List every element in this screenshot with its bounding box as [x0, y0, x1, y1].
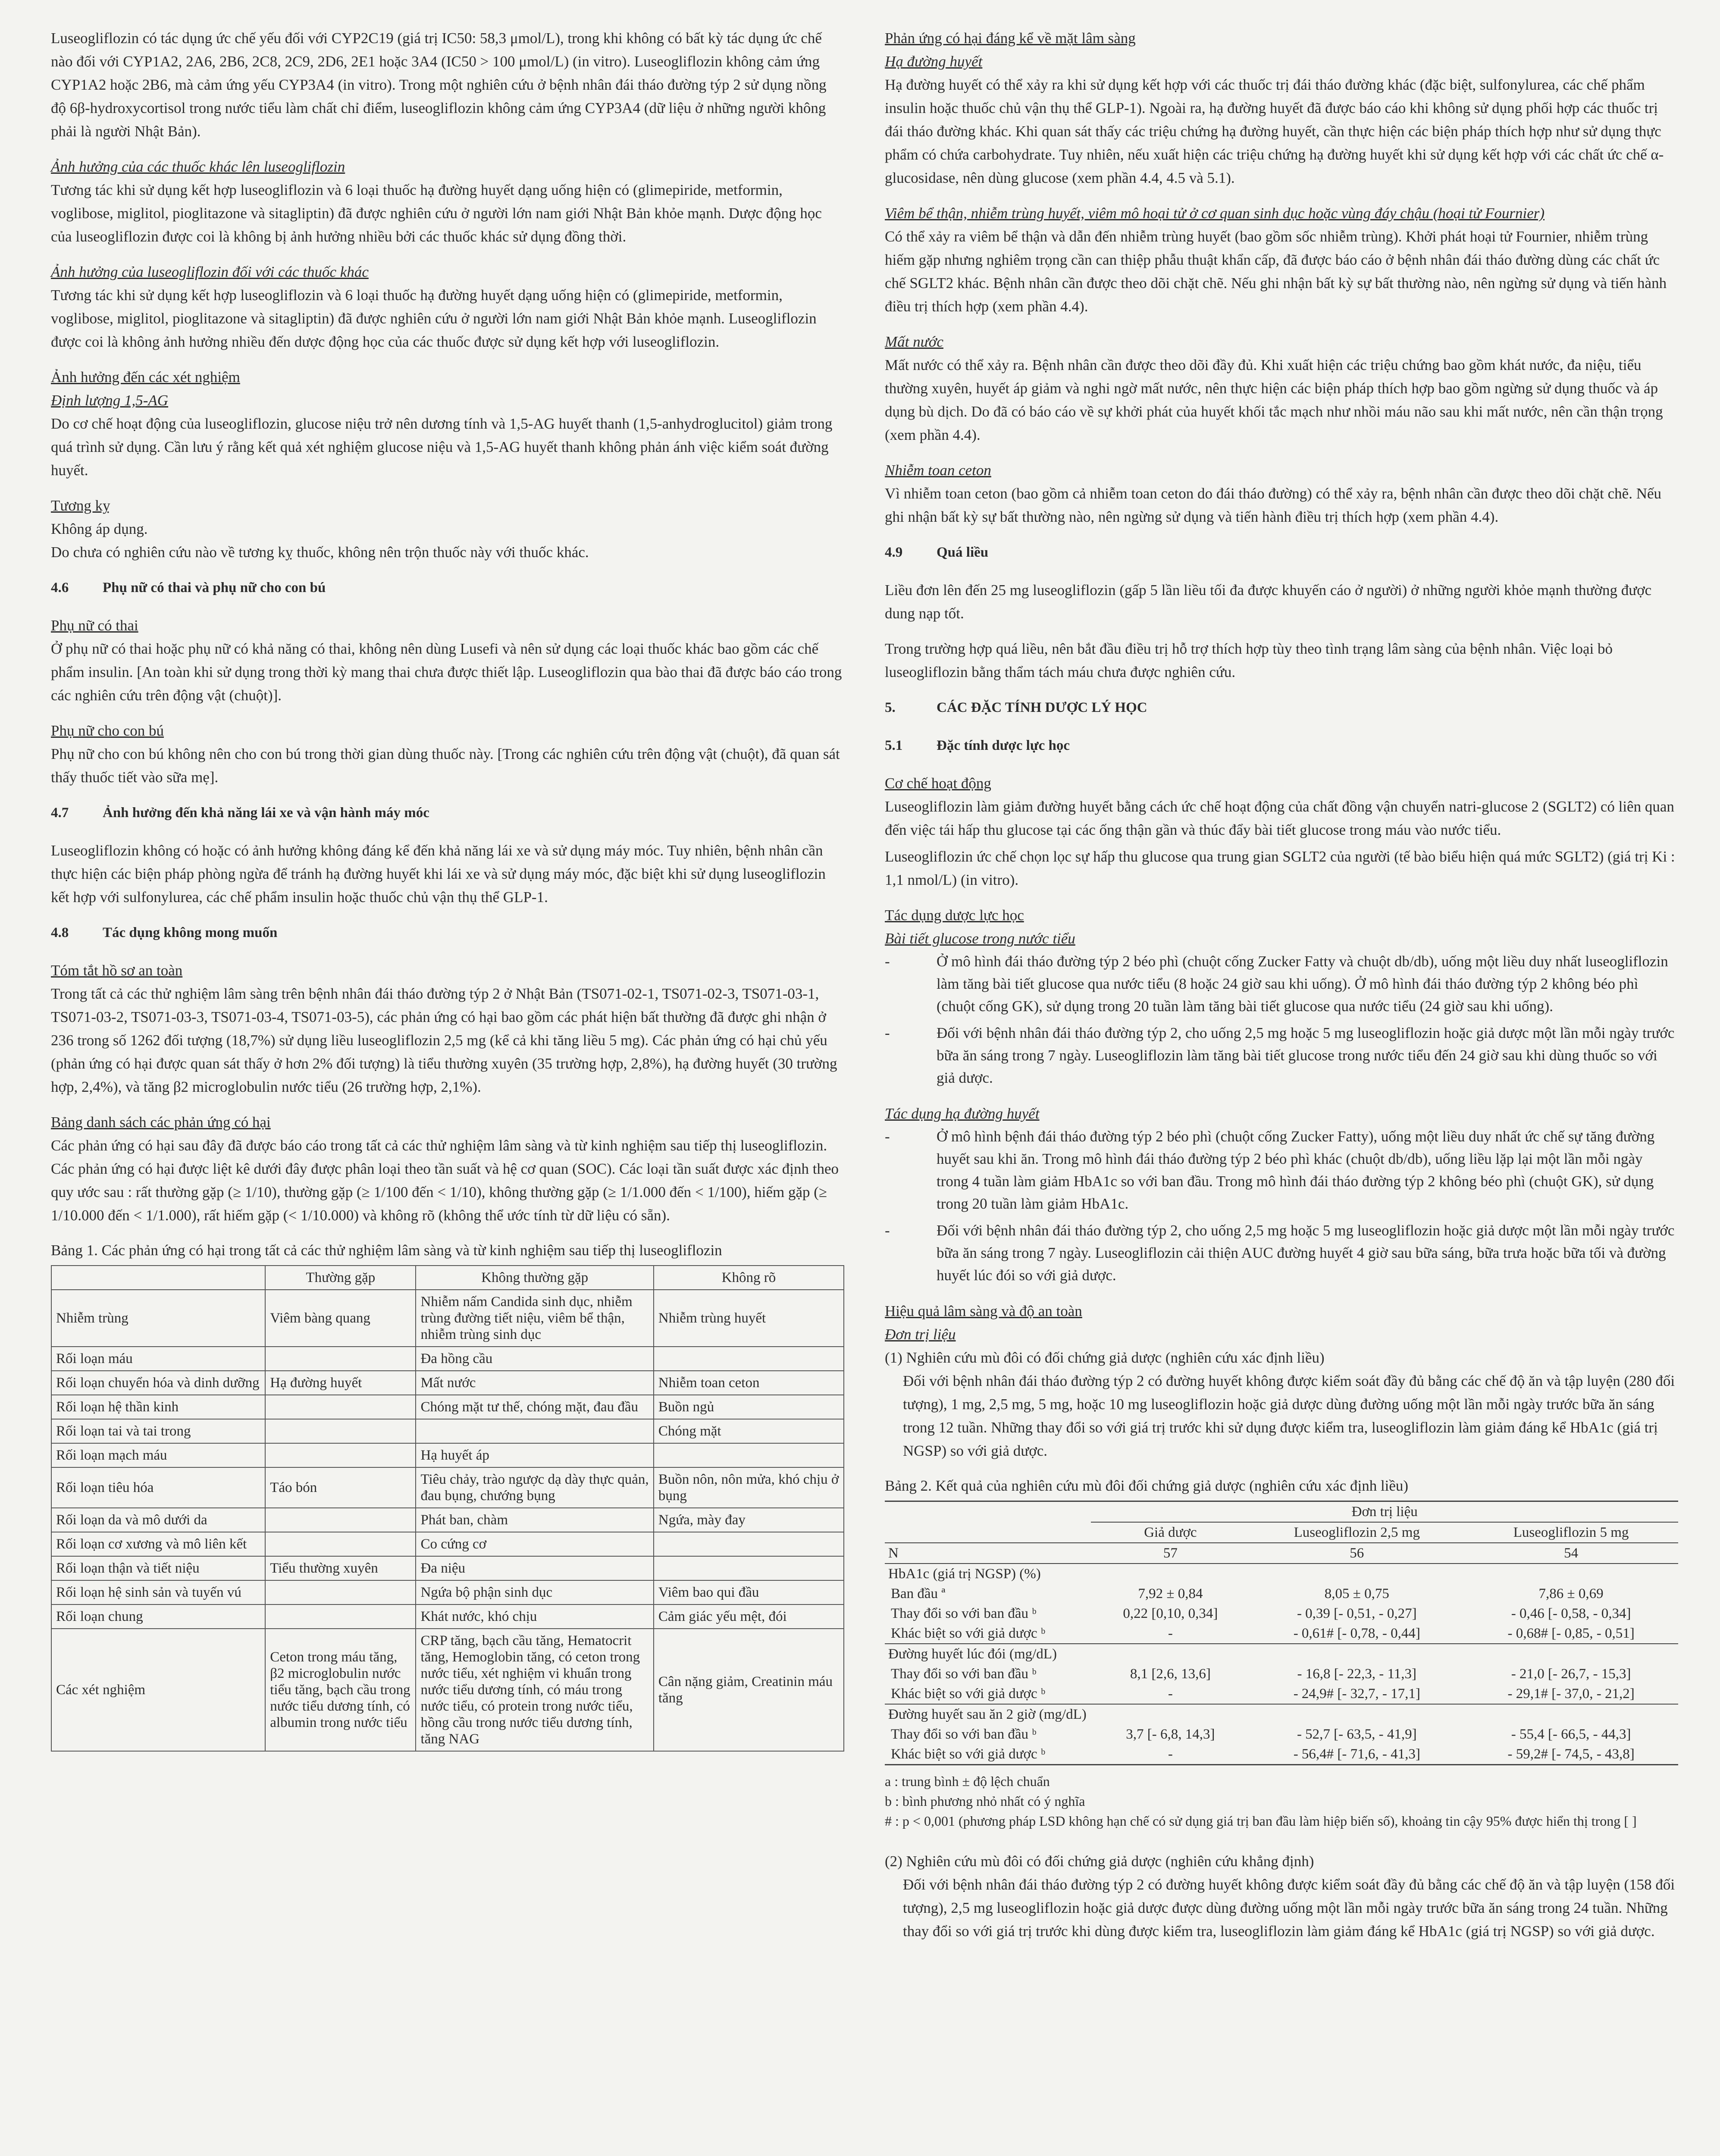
table-row — [885, 1501, 1678, 1523]
table-cell: Hạ đường huyết — [265, 1371, 416, 1395]
cyp-paragraph: Luseogliflozin có tác dụng ức chế yếu đối với CYP2C19 (giá trị IC50: 58,3 μmol/L), trong khi không có bất kỳ tác dụng ức chế nào đối với CYP1A2, 2A6, 2B6, 2C8, 2C9, 2D6, 2E1 hoặc 3A4 (IC50 > 100 μmol/L) (in vitro). Luseogliflozin không cảm ứng CYP1A2 hoặc 2B6, mà cảm ứng yếu CYP3A4 (in vitro). Trong một nghiên cứu ở bệnh nhân đái tháo đường týp 2 sử dụng nồng độ 6β-hydroxycortisol trong nước tiểu làm chất chỉ điểm, luseogliflozin không cảm ứng CYP3A4 (dữ liệu ở những người không phải là người Nhật Bản). — [51, 30, 827, 140]
table-row — [51, 1443, 844, 1467]
table-header-cell — [51, 1266, 265, 1290]
table-cell: Chóng mặt — [654, 1419, 844, 1443]
paragraph-overdose-2: Trong trường hợp quá liều, nên bắt đầu điều trị hỗ trợ thích hợp tùy theo tình trạng lâm sàng của bệnh nhân. Việc loại bỏ luseogliflozin bằng thẩm tách máu chưa được nghiên cứu. — [885, 640, 1613, 680]
table-row — [885, 1564, 1678, 1584]
table-row — [51, 1580, 844, 1604]
table-cell — [265, 1395, 416, 1419]
table-cell: Rối loạn chuyển hóa và dinh dưỡng — [51, 1371, 265, 1395]
subheading-mechanism: Cơ chế hoạt động — [885, 775, 991, 792]
n-value: 56 — [1250, 1543, 1464, 1564]
table-row — [51, 1419, 844, 1443]
section-5-1-heading — [885, 734, 1678, 757]
section-number: 5. — [885, 700, 896, 715]
table-cell: Ceton trong máu tăng, β2 microglobulin nước tiểu tăng, bạch cầu trong nước tiểu dương tính, có albumin trong nước tiểu — [265, 1629, 416, 1751]
bullet-hypo-1 — [885, 1125, 1678, 1215]
paragraph-lactating: Phụ nữ cho con bú không nên cho con bú trong thời gian dùng thuốc này. [Trong các nghiên cứu trên động vật (chuột), đã quan sát thấy thuốc tiết vào sữa mẹ]. — [51, 746, 840, 786]
paragraph-luseo-on-other-drugs: Tương tác khi sử dụng kết hợp luseogliflozin và 6 loại thuốc hạ đường huyết dạng uống hiện có (glimepiride, metformin, voglibose, miglitol, pioglitazone và sitagliptin) đã được nghiên cứu ở người lớn nam giới Nhật Bản khỏe mạnh. Luseogliflozin được coi là không ảnh hưởng nhiều đến dược động học của các thuốc được sử dụng kết hợp với luseogliflozin. — [51, 287, 817, 350]
value-cell: 8,05 ± 0,75 — [1324, 1586, 1389, 1601]
table-row — [885, 1644, 1678, 1664]
value-cell: - 59,2# [- 74,5, - 43,8] — [1464, 1744, 1678, 1765]
section-title-cell: Đường huyết sau ăn 2 giờ (mg/dL) — [885, 1704, 1678, 1724]
bullet-dash: - — [885, 953, 890, 970]
value-cell: - 0,39 [- 0,51, - 0,27] — [1297, 1606, 1417, 1621]
table-row — [885, 1543, 1678, 1564]
table-cell — [265, 1508, 416, 1532]
group-header-cell: Đơn trị liệu — [1091, 1501, 1678, 1523]
section-5-heading — [885, 696, 1678, 719]
table-cell — [654, 1443, 844, 1467]
table-cell: Nhiễm trùng — [51, 1290, 265, 1347]
table-header-row — [51, 1266, 844, 1290]
value-cell: 0,22 [0,10, 0,34] — [1123, 1606, 1218, 1621]
table-cell: Tiểu thường xuyên — [265, 1556, 416, 1580]
bullet-text: Ở mô hình đái tháo đường týp 2 béo phì (chuột cống Zucker Fatty và chuột db/db), uống một liều duy nhất luseogliflozin làm tăng bài tiết glucose qua nước tiểu (8 hoặc 24 giờ sau khi uống). Ở mô hình đái tháo đường týp 2 không béo phì (chuột cống GK), sử dụng trong 20 tuần làm tăng bài tiết glucose qua nước tiểu (24 giờ sau khi uống). — [937, 953, 1668, 1015]
value-cell: 8,1 [2,6, 13,6] — [1130, 1666, 1211, 1682]
section-title-cell: HbA1c (giá trị NGSP) (%) — [888, 1566, 1041, 1582]
table-cell — [265, 1532, 416, 1556]
subheading-efficacy-safety: Hiệu quả lâm sàng và độ an toàn — [885, 1303, 1082, 1319]
table-row — [51, 1290, 844, 1347]
value-cell: - 56,4# [- 71,6, - 41,3] — [1250, 1744, 1464, 1765]
subheading-monotherapy: Đơn trị liệu — [885, 1326, 956, 1343]
section-title: Đặc tính dược lực học — [937, 738, 1070, 753]
subheading-ketoacidosis: Nhiễm toan ceton — [885, 462, 991, 479]
table-row — [51, 1371, 844, 1395]
subheading-lab-tests: Ảnh hưởng đến các xét nghiệm — [51, 369, 240, 385]
table-row — [51, 1347, 844, 1371]
table-cell: Rối loạn tai và tai trong — [51, 1419, 265, 1443]
section-title: Tác dụng không mong muốn — [103, 925, 278, 940]
value-cell: 3,7 [- 6,8, 14,3] — [1126, 1727, 1215, 1742]
bullet-hypo-2 — [885, 1219, 1678, 1287]
subheading-hypoglycemia: Hạ đường huyết — [885, 53, 983, 70]
section-title: Ảnh hưởng đến khả năng lái xe và vận hành máy móc — [103, 805, 429, 821]
subheading-incompatibility: Tương kỵ — [51, 497, 110, 514]
table-row — [51, 1604, 844, 1629]
paragraph-other-drugs-on-luseo: Tương tác khi sử dụng kết hợp luseogliflozin và 6 loại thuốc hạ đường huyết dạng uống hiện có (glimepiride, metformin, voglibose, miglitol, pioglitazone và sitagliptin) đã được nghiên cứu ở người lớn nam giới Nhật Bản khỏe mạnh. Dược động học của luseogliflozin được coi là không bị ảnh hưởng nhiều bởi các thuốc khác sử dụng đồng thời. — [51, 182, 822, 245]
table-cell: Rối loạn hệ sinh sản và tuyến vú — [51, 1580, 265, 1604]
value-cell: - — [1091, 1744, 1250, 1765]
section-title: CÁC ĐẶC TÍNH DƯỢC LÝ HỌC — [937, 700, 1147, 715]
subheading-notable-adr: Phản ứng có hại đáng kể về mặt lâm sàng — [885, 30, 1136, 47]
table-header-cell: Không thường gặp — [416, 1266, 653, 1290]
table-cell: Viêm bàng quang — [265, 1290, 416, 1347]
paragraph-quantification: Do cơ chế hoạt động của luseogliflozin, glucose niệu trở nên dương tính và 1,5-AG huyết thanh (1,5-anhydroglucitol) giảm trong quá trình sử dụng. Cần lưu ý rằng kết quả xét nghiệm glucose niệu và 1,5-AG huyết thanh không phản ánh việc kiểm soát đường huyết. — [51, 415, 833, 479]
value-cell: 7,92 ± 0,84 — [1138, 1586, 1203, 1601]
section-title: Phụ nữ có thai và phụ nữ cho con bú — [103, 580, 326, 595]
value-cell: - 52,7 [- 63,5, - 41,9] — [1297, 1727, 1417, 1742]
table-cell: Khát nước, khó chịu — [416, 1604, 653, 1629]
table-cell — [416, 1419, 653, 1443]
table-row — [885, 1584, 1678, 1604]
paragraph-overdose-1: Liều đơn lên đến 25 mg luseogliflozin (gấp 5 lần liều tối đa được khuyến cáo ở người) ở những người khỏe mạnh thường được dung nạp tốt. — [885, 582, 1652, 622]
subheading-dehydration: Mất nước — [885, 333, 943, 350]
subheading-pregnant: Phụ nữ có thai — [51, 617, 138, 634]
subheading-adr-list: Bảng danh sách các phản ứng có hại — [51, 1114, 271, 1131]
table-row — [51, 1508, 844, 1532]
table-cell: Rối loạn chung — [51, 1604, 265, 1629]
value-cell: - 29,1# [- 37,0, - 21,2] — [1464, 1684, 1678, 1704]
table-note: b : bình phương nhỏ nhất có ý nghĩa — [885, 1793, 1085, 1809]
subheading-luseo-on-other-drugs: Ảnh hưởng của luseogliflozin đối với các thuốc khác — [51, 263, 369, 280]
table-cell: Mất nước — [416, 1371, 653, 1395]
paragraph-adr-list: Các phản ứng có hại sau đây đã được báo cáo trong tất cả các thử nghiệm lâm sàng và từ kinh nghiệm sau tiếp thị luseogliflozin. Các phản ứng có hại được liệt kê dưới đây được phân loại theo tần suất và hệ cơ quan (SOC). Các loại tần suất được xác định theo quy ước sau : rất thường gặp (≥ 1/10), thường gặp (≥ 1/100 đến < 1/10), không thường gặp (≥ 1/1.000 đến < 1/100), hiếm gặp (≥ 1/10.000 đến < 1/1.000), rất hiếm gặp (< 1/10.000) và không rõ (không thể ước tính từ dữ liệu có sẵn). — [51, 1137, 839, 1224]
table-cell: Co cứng cơ — [416, 1532, 653, 1556]
bullet-dash: - — [885, 1222, 890, 1239]
n-label: N — [885, 1543, 1091, 1564]
paragraph-dehydration: Mất nước có thể xảy ra. Bệnh nhân cần được theo dõi đầy đủ. Khi xuất hiện các triệu chứng bao gồm khát nước, đa niệu, tiểu thường xuyên, huyết áp giảm và nghi ngờ mất nước, nên thực hiện các biện pháp thích hợp bao gồm ngừng sử dụng thuốc và áp dụng bù dịch. Do đã có báo cáo về sự khởi phát của huyết khối tắc mạch như nhồi máu não sau khi mất nước, nên cần thận trọng (xem phần 4.4). — [885, 357, 1663, 443]
value-cell: - 24,9# [- 32,7, - 17,1] — [1250, 1684, 1464, 1704]
study-2-title: (2) Nghiên cứu mù đôi có đối chứng giả dược (nghiên cứu khẳng định) — [885, 1853, 1314, 1870]
bullet-excretion-1 — [885, 950, 1678, 1018]
left-column — [51, 27, 844, 1760]
subheading-lactating: Phụ nữ cho con bú — [51, 722, 164, 739]
table-row — [885, 1623, 1678, 1644]
subheading-other-drugs-on-luseo: Ảnh hưởng của các thuốc khác lên luseogliflozin — [51, 158, 345, 175]
column-header-cell: Luseogliflozin 2,5 mg — [1294, 1525, 1420, 1540]
value-cell: - — [1091, 1684, 1250, 1704]
table-row — [885, 1744, 1678, 1765]
bullet-text: Đối với bệnh nhân đái tháo đường týp 2, cho uống 2,5 mg hoặc 5 mg luseogliflozin hoặc giả dược một lần mỗi ngày trước bữa ăn sáng trong 7 ngày. Luseogliflozin cải thiện AUC đường huyết 4 giờ sau bữa sáng, bữa trưa hoặc bữa tối và đường huyết lúc đói so với giả dược. — [937, 1222, 1675, 1284]
bullet-dash: - — [885, 1025, 890, 1041]
table-cell — [654, 1556, 844, 1580]
table-cell: Ngứa, mày đay — [654, 1508, 844, 1532]
table-cell — [654, 1347, 844, 1371]
table-row — [51, 1532, 844, 1556]
table-note: # : p < 0,001 (phương pháp LSD không hạn chế có sử dụng giá trị ban đầu làm hiệp biến số), khoảng tin cậy 95% được hiển thị trong [ ] — [885, 1813, 1637, 1829]
value-cell: 7,86 ± 0,69 — [1538, 1586, 1604, 1601]
table-row — [51, 1629, 844, 1751]
section-4-8-heading — [51, 921, 844, 944]
row-label: Khác biệt so với giả dược ᵇ — [885, 1684, 1091, 1704]
bullet-text: Đối với bệnh nhân đái tháo đường týp 2, cho uống 2,5 mg hoặc 5 mg luseogliflozin hoặc giả dược một lần mỗi ngày trước bữa ăn sáng trong 7 ngày. Luseogliflozin làm tăng bài tiết glucose trong nước tiểu đến 24 giờ sau khi dùng thuốc so với giả dược. — [937, 1025, 1675, 1086]
subheading-safety-summary: Tóm tắt hồ sơ an toàn — [51, 962, 183, 979]
section-4-6-heading — [51, 576, 844, 599]
table-cell: Rối loạn máu — [51, 1347, 265, 1371]
paragraph-driving: Luseogliflozin không có hoặc có ảnh hưởng không đáng kể đến khả năng lái xe và sử dụng máy móc. Tuy nhiên, bệnh nhân cần thực hiện các biện pháp phòng ngừa để tránh hạ đường huyết khi lái xe và sử dụng máy móc, đặc biệt khi sử dụng luseogliflozin kết hợp với sulfonylurea, các chế phẩm insulin hoặc thuốc chủ vận thụ thể GLP-1. — [51, 842, 826, 906]
table-cell: Hạ huyết áp — [416, 1443, 653, 1467]
table-row — [885, 1684, 1678, 1704]
paragraph-hypoglycemia: Hạ đường huyết có thể xảy ra khi sử dụng kết hợp với các thuốc trị đái tháo đường khác (đặc biệt, sulfonylurea, các chế phẩm insulin hoặc thuốc chủ vận thụ thể GLP-1). Ngoài ra, hạ đường huyết đã được báo cáo khi không sử dụng phối hợp các thuốc trị đái tháo đường khác. Khi quan sát thấy các triệu chứng hạ đường huyết, cần thực hiện các biện pháp thích hợp như sử dụng thực phẩm có chứa carbohydrate. Tuy nhiên, nếu xuất hiện các triệu chứng hạ đường huyết khi sử dụng kết hợp với các chất ức chế α-glucosidase, nên dùng glucose (xem phần 4.4, 4.5 và 5.1). — [885, 76, 1664, 186]
table-cell — [265, 1419, 416, 1443]
n-value: 57 — [1091, 1543, 1250, 1564]
empty-cell — [885, 1501, 1091, 1523]
section-4-9-heading — [885, 541, 1678, 564]
table-cell — [265, 1580, 416, 1604]
table-cell: Tiêu chảy, trào ngược dạ dày thực quản, đau bụng, chướng bụng — [416, 1467, 653, 1508]
row-label: Khác biệt so với giả dược ᵇ — [885, 1744, 1091, 1765]
row-label: Thay đổi so với ban đầu ᵇ — [891, 1606, 1037, 1621]
table-cell: Buồn nôn, nôn mửa, khó chịu ở bụng — [654, 1467, 844, 1508]
table-cell: Rối loạn thận và tiết niệu — [51, 1556, 265, 1580]
paragraph-ketoacidosis: Vì nhiễm toan ceton (bao gồm cả nhiễm toan ceton do đái tháo đường) có thể xảy ra, bệnh nhân cần được theo dõi chặt chẽ. Nếu ghi nhận bất kỳ sự bất thường nào, nên ngừng sử dụng và tiến hành điều trị thích hợp (xem phần 4.4). — [885, 485, 1662, 525]
section-title: Quá liều — [937, 545, 989, 560]
right-column — [885, 27, 1678, 1955]
n-value: 54 — [1464, 1543, 1678, 1564]
paragraph-safety-summary: Trong tất cả các thử nghiệm lâm sàng trên bệnh nhân đái tháo đường týp 2 ở Nhật Bản (TS071-02-1, TS071-02-3, TS071-03-1, TS071-03-2, TS071-03-3, TS071-03-4, TS071-03-5), các phản ứng có hại bao gồm các phát hiện bất thường đã được ghi nhận ở 236 trong số 1262 đối tượng (18,7%) sử dụng liều luseogliflozin 2,5 mg (kể cả khi tăng liều 5 mg). Các phản ứng có hại chủ yếu (phản ứng có hại được quan sát thấy ở hơn 2% đối tượng) là tiểu thường xuyên (35 trường hợp, 2,8%), hạ đường huyết (30 trường hợp, 2,4%), và tăng β2 microglobulin nước tiểu (26 trường hợp, 2,1%). — [51, 985, 837, 1095]
subheading-urinary-excretion: Bài tiết glucose trong nước tiểu — [885, 930, 1075, 947]
value-cell: - 21,0 [- 26,7, - 15,3] — [1511, 1666, 1631, 1682]
table-cell: Đa hồng cầu — [416, 1347, 653, 1371]
table-cell: Nhiễm nấm Candida sinh dục, nhiễm trùng đường tiết niệu, viêm bể thận, nhiễm trùng sinh dục — [416, 1290, 653, 1347]
table-cell — [654, 1532, 844, 1556]
table-note: a : trung bình ± độ lệch chuẩn — [885, 1774, 1050, 1789]
table-cell: Táo bón — [265, 1467, 416, 1508]
section-number: 4.7 — [51, 805, 69, 821]
study-1-title: (1) Nghiên cứu mù đôi có đối chứng giả dược (nghiên cứu xác định liều) — [885, 1349, 1325, 1366]
table-cell: Rối loạn tiêu hóa — [51, 1467, 265, 1508]
section-title-cell: Đường huyết lúc đói (mg/dL) — [885, 1644, 1678, 1664]
value-cell: - 0,61# [- 0,78, - 0,44] — [1250, 1623, 1464, 1644]
row-label: Thay đổi so với ban đầu ᵇ — [891, 1666, 1037, 1682]
column-header-cell: Luseogliflozin 5 mg — [1513, 1525, 1629, 1540]
subheading-pharmacodynamics: Tác dụng dược lực học — [885, 907, 1024, 924]
table-cell: Cảm giác yếu mệt, đói — [654, 1604, 844, 1629]
column-header-cell: Giả dược — [1144, 1525, 1197, 1540]
table-cell: Buồn ngủ — [654, 1395, 844, 1419]
table-cell: Rối loạn hệ thần kinh — [51, 1395, 265, 1419]
subheading-pyelonephritis: Viêm bể thận, nhiễm trùng huyết, viêm mô hoại tử ở cơ quan sinh dục hoặc vùng đáy chậu (hoại tử Fournier) — [885, 205, 1545, 222]
table-row — [51, 1556, 844, 1580]
bullet-excretion-2 — [885, 1022, 1678, 1089]
bullet-text: Ở mô hình bệnh đái tháo đường týp 2 béo phì (chuột cống Zucker Fatty), uống một liều duy nhất ức chế sự tăng đường huyết sau khi ăn. Trong mô hình đái tháo đường týp 2 béo phì khác (chuột db/db), uống liều lặp lại một lần mỗi ngày trong 4 tuần làm giảm HbA1c so với ban đầu. Trong mô hình đái tháo đường týp 2 không béo phì (chuột GK), sử dụng trong 20 tuần làm giảm HbA1c. — [937, 1128, 1655, 1212]
section-number: 4.6 — [51, 580, 69, 595]
table-cell: Rối loạn mạch máu — [51, 1443, 265, 1467]
subheading-hypoglycemic-effect: Tác dụng hạ đường huyết — [885, 1105, 1040, 1122]
empty-cell — [885, 1522, 1091, 1543]
table-row — [885, 1704, 1678, 1724]
table-cell: Đa niệu — [416, 1556, 653, 1580]
paragraph-incompatibility: Không áp dụng. Do chưa có nghiên cứu nào về tương kỵ thuốc, không nên trộn thuốc này với thuốc khác. — [51, 520, 589, 561]
table-cell: Nhiễm toan ceton — [654, 1371, 844, 1395]
table2-caption: Bảng 2. Kết quả của nghiên cứu mù đôi đối chứng giả dược (nghiên cứu xác định liều) — [885, 1477, 1409, 1494]
paragraph-mechanism-2: Luseogliflozin ức chế chọn lọc sự hấp thu glucose qua trung gian SGLT2 của người (tế bào biểu hiện quá mức SGLT2) (giá trị Ki : 1,1 nmol/L) (in vitro). — [885, 848, 1675, 888]
value-cell: - 55,4 [- 66,5, - 44,3] — [1511, 1727, 1631, 1742]
table-row — [51, 1395, 844, 1419]
value-cell: - 0,68# [- 0,85, - 0,51] — [1464, 1623, 1678, 1644]
table-cell: Rối loạn da và mô dưới da — [51, 1508, 265, 1532]
paragraph-mechanism-1: Luseogliflozin làm giảm đường huyết bằng cách ức chế hoạt động của chất đồng vận chuyển natri-glucose 2 (SGLT2) có liên quan đến việc tái hấp thu glucose tại các ống thận gần và thúc đẩy bài tiết glucose trong máu vào nước tiểu. — [885, 798, 1674, 838]
subheading-quantification: Định lượng 1,5-AG — [51, 392, 169, 409]
table-cell: Các xét nghiệm — [51, 1629, 265, 1751]
adverse-reactions-table — [51, 1265, 844, 1752]
paragraph-study-2: Đối với bệnh nhân đái tháo đường týp 2 có đường huyết không được kiểm soát đầy đủ bằng các chế độ ăn và tập luyện (158 đối tượng), 2,5 mg luseogliflozin hoặc giả dược được dùng đường uống một lần mỗi ngày trước bữa ăn sáng trong 24 tuần. Những thay đổi so với giá trị trước khi dùng được kiểm tra, luseogliflozin làm giảm đáng kể HbA1c (giá trị NGSP) so với giả dược. — [903, 1876, 1675, 1940]
row-label: Thay đổi so với ban đầu ᵇ — [891, 1727, 1037, 1742]
table-cell: Nhiễm trùng huyết — [654, 1290, 844, 1347]
section-number: 4.8 — [51, 925, 69, 940]
section-4-7-heading — [51, 801, 844, 824]
table2-notes — [885, 1771, 1678, 1831]
value-cell: - 0,46 [- 0,58, - 0,34] — [1511, 1606, 1631, 1621]
row-label: Ban đầu ª — [891, 1586, 946, 1601]
efficacy-results-table — [885, 1501, 1678, 1765]
table-cell: Phát ban, chàm — [416, 1508, 653, 1532]
paragraph-pregnant: Ở phụ nữ có thai hoặc phụ nữ có khả năng có thai, không nên dùng Lusefi và nên sử dụng các loại thuốc khác bao gồm các chế phẩm insulin. [An toàn khi sử dụng trong thời kỳ mang thai chưa được thiết lập. Luseogliflozin qua bào thai đã được báo cáo trong các nghiên cứu trên động vật (chuột)]. — [51, 640, 842, 704]
table-row — [51, 1467, 844, 1508]
bullet-dash: - — [885, 1128, 890, 1145]
table-row — [885, 1724, 1678, 1744]
table-cell: Ngứa bộ phận sinh dục — [416, 1580, 653, 1604]
table-row — [885, 1522, 1678, 1543]
table-cell: Viêm bao qui đầu — [654, 1580, 844, 1604]
paragraph-pyelonephritis: Có thể xảy ra viêm bể thận và dẫn đến nhiễm trùng huyết (bao gồm sốc nhiễm trùng). Khởi phát hoại tử Fournier, nhiễm trùng hiếm gặp nhưng nghiêm trọng cần can thiệp phẫu thuật khẩn cấp, đã được báo cáo ở bệnh nhân đái tháo đường dùng các chất ức chế SGLT2 khác. Bệnh nhân cần được theo dõi chặt chẽ. Nếu ghi nhận bất kỳ sự bất thường nào, nên ngừng sử dụng và tiến hành điều trị thích hợp (xem phần 4.4). — [885, 228, 1667, 315]
table-header-cell: Thường gặp — [265, 1266, 416, 1290]
table-row — [885, 1664, 1678, 1684]
table1-caption: Bảng 1. Các phản ứng có hại trong tất cả các thử nghiệm lâm sàng và từ kinh nghiệm sau tiếp thị luseogliflozin — [51, 1242, 722, 1259]
table-cell — [265, 1443, 416, 1467]
table-header-cell: Không rõ — [654, 1266, 844, 1290]
table-cell — [265, 1347, 416, 1371]
table-cell: Cân nặng giảm, Creatinin máu tăng — [654, 1629, 844, 1751]
section-number: 5.1 — [885, 738, 903, 753]
value-cell: - — [1091, 1623, 1250, 1644]
table-row — [885, 1604, 1678, 1623]
table-cell: Rối loạn cơ xương và mô liên kết — [51, 1532, 265, 1556]
section-number: 4.9 — [885, 545, 903, 560]
paragraph-study-1: Đối với bệnh nhân đái tháo đường týp 2 có đường huyết không được kiểm soát đầy đủ bằng các chế độ ăn và tập luyện (280 đối tượng), 1 mg, 2,5 mg, 5 mg, hoặc 10 mg luseogliflozin hoặc giả dược dùng đường uống một lần mỗi ngày trước bữa ăn sáng trong 12 tuần. Những thay đổi so với giá trị trước khi sử dụng được kiểm tra, luseogliflozin làm giảm đáng kể HbA1c (giá trị NGSP) so với giả dược. — [903, 1373, 1675, 1459]
value-cell: - 16,8 [- 22,3, - 11,3] — [1297, 1666, 1417, 1682]
table-cell — [265, 1604, 416, 1629]
table-cell: CRP tăng, bạch cầu tăng, Hematocrit tăng, Hemoglobin tăng, có ceton trong nước tiểu, xét nghiệm vi khuẩn trong nước tiểu dương tính, có máu trong nước tiểu, có protein trong nước tiểu, hồng cầu trong nước tiểu dương tính, tăng NAG — [416, 1629, 653, 1751]
row-label: Khác biệt so với giả dược ᵇ — [885, 1623, 1091, 1644]
table-cell: Chóng mặt tư thế, chóng mặt, đau đầu — [416, 1395, 653, 1419]
